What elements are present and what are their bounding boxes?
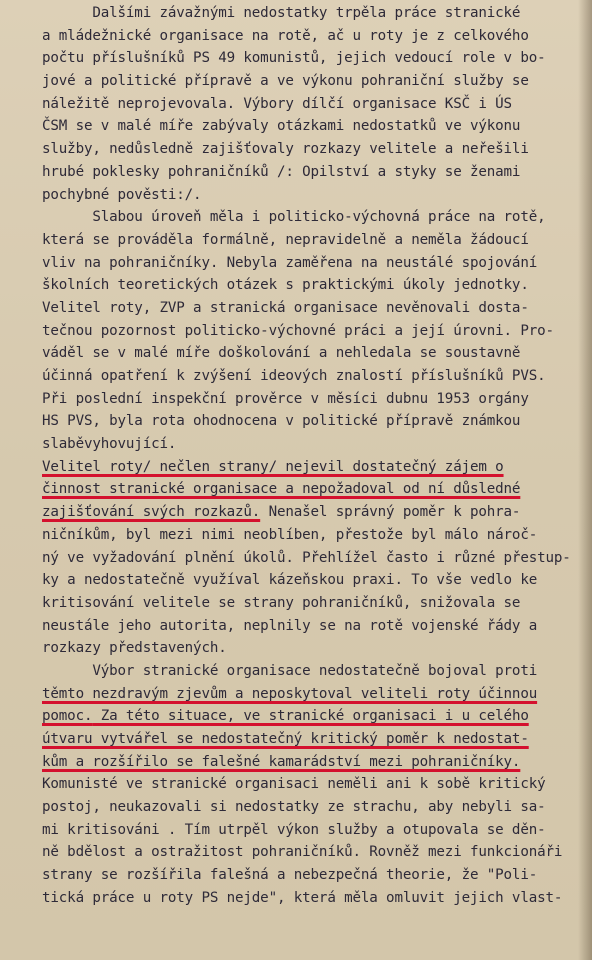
document-line — [42, 274, 578, 297]
highlighted-text: Velitel roty/ nečlen strany/ nejevil dostatečný zájem o — [42, 458, 504, 475]
highlighted-text: pomoc. — [42, 708, 93, 725]
line-text: kritisování velitele se strany pohraničníků, snižovala se — [42, 594, 521, 611]
line-text: slaběvyhovující. — [42, 436, 177, 453]
document-line — [42, 138, 578, 161]
document-line — [42, 524, 578, 547]
document-line — [42, 615, 578, 638]
document-line — [42, 728, 578, 751]
highlighted-text: kům a rozšířilo se falešné kamarádství mezi pohraničníky. — [42, 753, 521, 770]
document-line — [42, 184, 578, 207]
document-line — [42, 773, 578, 796]
document-line — [42, 841, 578, 864]
highlighted-text: činnost stranické organisace a nepožadoval od ní důsledné — [42, 481, 521, 498]
document-line — [42, 161, 578, 184]
line-text: ničníkům, byl mezi nimi neoblíben, přestože byl málo nároč- — [42, 526, 538, 543]
line-text: váděl se v malé míře doškolování a nehledala se soustavně — [42, 345, 521, 362]
document-line — [42, 47, 578, 70]
document-line — [42, 365, 578, 388]
line-text: Komunisté ve stranické organisaci neměli ani k sobě kritický — [42, 776, 546, 793]
line-text: služby, nedůsledně zajišťovaly rozkazy velitele a neřešili — [42, 141, 529, 158]
document-line — [42, 456, 578, 479]
line-text: postoj, neukazovali si nedostatky ze strachu, aby nebyli sa- — [42, 799, 546, 816]
document-line — [42, 206, 578, 229]
line-text: HS PVS, byla rota ohodnocena v politické přípravě známkou — [42, 413, 521, 430]
line-text: ky a nedostatečně využíval kázeňskou praxi. To vše vedlo ke — [42, 572, 538, 589]
line-text: mi kritisováni . Tím utrpěl výkon služby a otupovala se děn- — [42, 821, 546, 838]
document-line — [42, 683, 578, 706]
document-line — [42, 887, 578, 910]
line-text: rozkazy představených. — [42, 640, 227, 657]
line-text: ČSM se v malé míře zabývaly otázkami nedostatků ve výkonu — [42, 118, 521, 135]
document-line — [42, 115, 578, 138]
line-text: Nenašel správný poměr k pohra- — [260, 504, 521, 521]
line-text: Dalšími závažnými nedostatky trpěla práce stranické — [42, 5, 521, 21]
line-text: ně bdělost a ostražitost pohraničníků. Rovněž mezi funkcionáři — [42, 844, 563, 861]
line-text: jové a politické přípravě a ve výkonu pohraniční služby se — [42, 73, 529, 90]
document-line — [42, 569, 578, 592]
document-line — [42, 478, 578, 501]
document-line — [42, 864, 578, 887]
page-edge-shadow — [578, 0, 592, 960]
highlighted-text: útvaru vytvářel se nedostatečný kritický poměr k nedostat- — [42, 731, 529, 747]
line-text: Při poslední inspekční prověrce v měsíci dubnu 1953 orgány — [42, 390, 529, 407]
line-text: která se prováděla formálně, nepravidelně a neměla žádoucí — [42, 231, 529, 248]
document-line — [42, 70, 578, 93]
line-text: strany se rozšířila falešná a nebezpečná theorie, že "Poli- — [42, 867, 538, 884]
document-line — [42, 751, 578, 774]
line-text: vliv na pohraničníky. Nebyla zaměřena na neustálé spojování — [42, 254, 538, 271]
highlighted-text: zajišťování svých rozkazů. — [42, 504, 261, 521]
document-line — [42, 637, 578, 660]
line-text: náležitě neprojevovala. Výbory dílčí organisace KSČ i ÚS — [42, 95, 512, 112]
highlighted-text: těmto nezdravým zjevům a neposkytoval veliteli roty účinnou — [42, 685, 538, 702]
document-line — [42, 25, 578, 48]
line-text: tečnou pozornost politicko-výchovné práci a její úrovni. Pro- — [42, 322, 554, 339]
document-line — [42, 592, 578, 615]
highlighted-text: Za této situace, ve stranické organisaci i u celého — [92, 708, 529, 725]
line-text: a mládežnické organisace na rotě, ač u roty je z celkového — [42, 27, 529, 44]
line-text: ný ve vyžadování plnění úkolů. Přehlížel často i různé přestup- — [42, 549, 571, 566]
line-text: tická práce u roty PS nejde", která měla omluvit jejich vlast- — [42, 889, 563, 906]
document-line — [42, 2, 578, 25]
document-line — [42, 547, 578, 570]
line-text: účinná opatření k zvýšení ideových znalostí příslušníků PVS. — [42, 368, 546, 384]
line-text: počtu příslušníků PS 49 komunistů, jejich vedoucí role v bo- — [42, 50, 546, 67]
line-text: Velitel roty, ZVP a stranická organisace nevěnovali dosta- — [42, 299, 529, 316]
document-line — [42, 433, 578, 456]
document-line — [42, 342, 578, 365]
document-body — [42, 2, 578, 910]
line-text: hrubé poklesky pohraničníků /: Opilství a styky se ženami — [42, 163, 521, 180]
document-line — [42, 93, 578, 116]
document-line — [42, 297, 578, 320]
document-line — [42, 320, 578, 343]
document-line — [42, 229, 578, 252]
line-text: školních teoretických otázek s praktickými úkoly jednotky. — [42, 277, 529, 294]
line-text: Slabou úroveň měla i politicko-výchovná práce na rotě, — [42, 209, 546, 226]
line-text: neustále jeho autorita, neplnily se na rotě vojenské řády a — [42, 617, 538, 634]
document-line — [42, 252, 578, 275]
line-text: Výbor stranické organisace nedostatečně bojoval proti — [42, 662, 538, 679]
document-line — [42, 660, 578, 683]
document-line — [42, 705, 578, 728]
line-text: pochybné pověsti:/. — [42, 186, 202, 203]
document-line — [42, 796, 578, 819]
document-line — [42, 501, 578, 524]
document-line — [42, 819, 578, 842]
document-line — [42, 388, 578, 411]
document-line — [42, 410, 578, 433]
